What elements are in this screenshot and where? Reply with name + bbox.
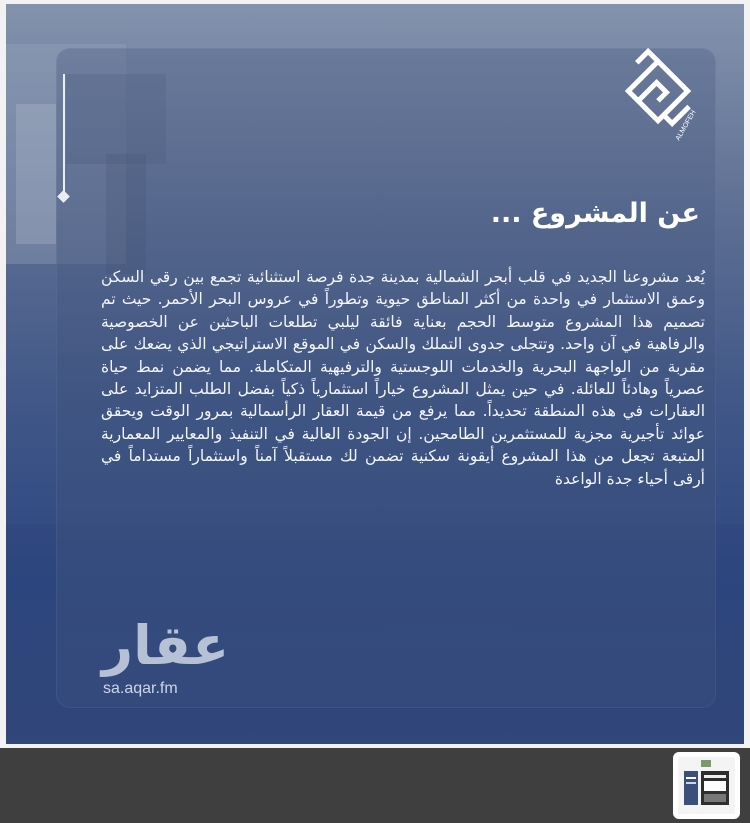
aqar-watermark: عقار	[102, 614, 230, 677]
image-thumbnail-icon	[678, 757, 735, 814]
almofeh-logo-icon	[623, 46, 698, 146]
decorative-vertical-line	[63, 74, 65, 194]
aqar-watermark-url: sa.aqar.fm	[103, 680, 178, 697]
post-title: عن المشروع ...	[490, 198, 700, 229]
post-image	[6, 4, 744, 744]
image-thumbnail[interactable]	[675, 754, 738, 817]
post-body-text: يُعد مشروعنا الجديد في قلب أبحر الشمالية بمدينة جدة فرصة استثنائية تجمع بين رقي السكن وعمق الاستثمار في واحدة من أكثر المناطق حيوية وتطوراً في عروس البحر الأحمر. حيث تم تصميم هذا المشروع متوسط الحجم بعناية فائقة ليلبي تطلعات الباحثين عن الخصوصية والرفاهية في آن واحد. وتتجلى جدوى التملك والسكن في الموقع الاستراتيجي الذي يضعك على مقربة من الواجهة البحرية والخدمات اللوجستية والترفيهية المتكاملة. مما يضمن نمط حياة عصرياً وهادئاً للعائلة. في حين يمثل المشروع خياراً استثمارياً ذكياً بفضل الطلب المتزايد على العقارات في هذه المنطقة تحديداً. مما يرفع من قيمة العقار الرأسمالية بمرور الوقت ويحقق عوائد تأجيرية مجزية للمستثمرين الطامحين. إن الجودة العالية في التنفيذ والمعايير المعمارية المتبعة تجعل من هذا المشروع أيقونة سكنية تضمن لك مستقبلاً آمناً واستثماراً مستداماً في أرقى أحياء جدة الواعدة	[101, 268, 705, 488]
logo-text: ALMOFEH	[674, 109, 698, 142]
thumbnail-strip	[0, 748, 750, 823]
